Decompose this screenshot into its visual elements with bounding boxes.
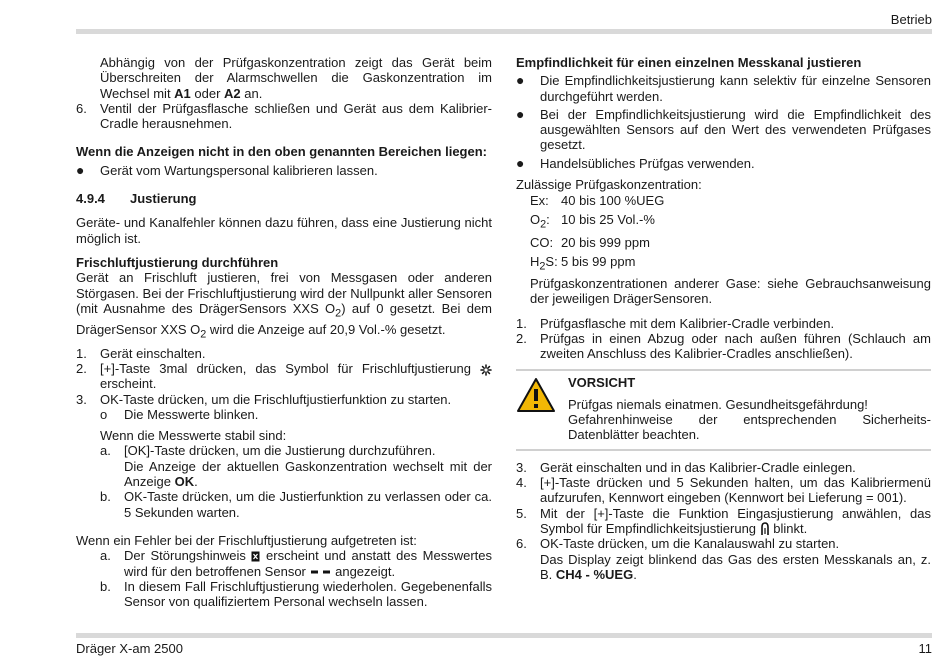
fresh-air-paragraph: Gerät an Frischluft justieren, frei von Messgasen oder anderen Störgasen. Bei der Frischluftjustierung wird der Nullpunkt aller Sensoren (mit Ausnahme des DrägerSensors XXS $O_2$) auf 0 gesetzt. Bei dem DrägerSensor XXS $O_2$ wird die Anzeige auf 20,9 Vol.-% gesetzt. — [76, 270, 492, 341]
single-channel-heading: Empfindlichkeit für einen einzelnen Messkanal justieren — [516, 55, 862, 70]
error-intro: Wenn ein Fehler bei der Frischluftjustierung aufgetreten ist: — [76, 532, 417, 548]
right-step-6: 6. OK-Taste drücken, um die Kanalauswahl zu starten. Das Display zeigt blinkend das Gas des ersten Messkanals an, z. B. CH4 - %UEG. — [516, 536, 931, 582]
concentration-co: CO: 20 bis 999 ppm — [530, 235, 650, 251]
footer-rule — [76, 633, 932, 638]
bullet-item: ● Die Empfindlichkeitsjustierung kann selektiv für einzelne Sensoren durchgeführt werden. — [516, 72, 931, 104]
bullet-item: ● Bei der Empfindlichkeitsjustierung wird die Empfindlichkeit des ausgewählten Sensors auf den Wert des verwendeten Prüfgases gesetzt. — [516, 105, 931, 153]
concentration-h2s: $H_2S$: 5 bis 99 ppm — [530, 253, 636, 273]
wenn-bullet: ● Gerät vom Wartungspersonal kalibrieren lassen. — [76, 161, 378, 178]
step-3: 3. OK-Taste drücken, um die Frischluftjustierfunktion zu starten. — [76, 391, 452, 407]
right-step-2: 2. Prüfgas in einen Abzug oder nach außen führen (Schlauch am zweiten Anschluss des Kalibrier-Cradles anschließen). — [516, 330, 931, 362]
section-heading: 4.9.4 Justierung — [76, 191, 197, 207]
right-step-4: 4. [+]-Taste drücken und 5 Sekunden halten, um das Kalibriermenü aufzurufen, Kennwort eingeben (Kennwort bei Lieferung = 001). — [516, 474, 931, 506]
error-step-a: a. Der Störungshinweis erscheint und anstatt des Messwertes wird für den betroffenen Sensor angezeigt. — [100, 548, 492, 579]
warning-triangle-icon — [516, 377, 556, 413]
step-3-sub: o Die Messwerte blinken. — [100, 406, 259, 422]
step-a: a. [OK]-Taste drücken, um die Justierung durchzuführen. Die Anzeige der aktuellen Gaskonzentration wechselt mit der Anzeige OK. — [100, 443, 492, 490]
caution-line-2: Gefahrenhinweise der entsprechenden Sicherheits-Datenblätter beachten. — [568, 412, 931, 443]
right-step-5: 5. Mit der [+]-Taste die Funktion Eingasjustierung anwählen, das Symbol für Empfindlichkeitsjustierung blinkt. — [516, 505, 931, 536]
running-header: Betrieb — [890, 12, 932, 27]
concentration-o2: $O_2$: 10 bis 25 Vol.-% — [530, 211, 655, 231]
step-1: 1. Gerät einschalten. — [76, 345, 206, 361]
right-column — [516, 55, 931, 582]
intro-paragraph: Geräte- und Kanalfehler können dazu führen, dass eine Justierung nicht möglich ist. — [76, 215, 492, 246]
concentration-intro: Zulässige Prüfgaskonzentration: — [516, 177, 702, 193]
stable-intro: Wenn die Messwerte stabil sind: — [100, 428, 287, 444]
footer-product: Dräger X-am 2500 — [76, 641, 183, 656]
step-2: 2. [+]-Taste 3mal drücken, das Symbol für Frischluftjustierung erscheint. — [76, 361, 492, 392]
caution-title: VORSICHT — [568, 375, 636, 391]
page-number: 11 — [918, 641, 932, 656]
continued-paragraph: Abhängig von der Prüfgaskonzentration zeigt das Gerät beim Überschreiten der Alarmschwellen die Gaskonzentration im Wechsel mit A1 oder A2 an. — [100, 55, 492, 101]
sensitivity-calibration-icon — [760, 522, 770, 536]
right-step-3: 3. Gerät einschalten und in das Kalibrier-Cradle einlegen. — [516, 459, 856, 475]
left-column — [76, 55, 492, 609]
dash-dash-icon — [310, 568, 332, 576]
concentration-table — [516, 192, 931, 276]
error-step-b: b. In diesem Fall Frischluftjustierung wiederholen. Gegebenenfalls Sensor von qualifiziertem Personal wechseln lassen. — [100, 578, 492, 610]
step-b: b. OK-Taste drücken, um die Justierfunktion zu verlassen oder ca. 5 Sekunden warten. — [100, 489, 492, 520]
fresh-air-heading: Frischluftjustierung durchführen — [76, 254, 279, 270]
header-rule — [76, 29, 932, 34]
other-gases-note: Prüfgaskonzentrationen anderer Gase: siehe Gebrauchsanweisung der jeweiligen DrägerSensoren. — [530, 275, 931, 307]
caution-box — [516, 369, 931, 450]
fresh-air-calibration-icon — [480, 364, 492, 376]
caution-line-1: Prüfgas niemals einatmen. Gesundheitsgefährdung! — [568, 396, 868, 412]
bullet-item: ● Handelsübliches Prüfgas verwenden. — [516, 154, 755, 171]
step-6: 6. Ventil der Prüfgasflasche schließen und Gerät aus dem Kalibrier-Cradle herausnehmen. — [76, 100, 492, 132]
wenn-heading: Wenn die Anzeigen nicht in den oben genannten Bereichen liegen: — [76, 144, 487, 160]
concentration-ex: Ex: 40 bis 100 %UEG — [530, 193, 665, 209]
right-step-1: 1. Prüfgasflasche mit dem Kalibrier-Cradle verbinden. — [516, 315, 835, 331]
